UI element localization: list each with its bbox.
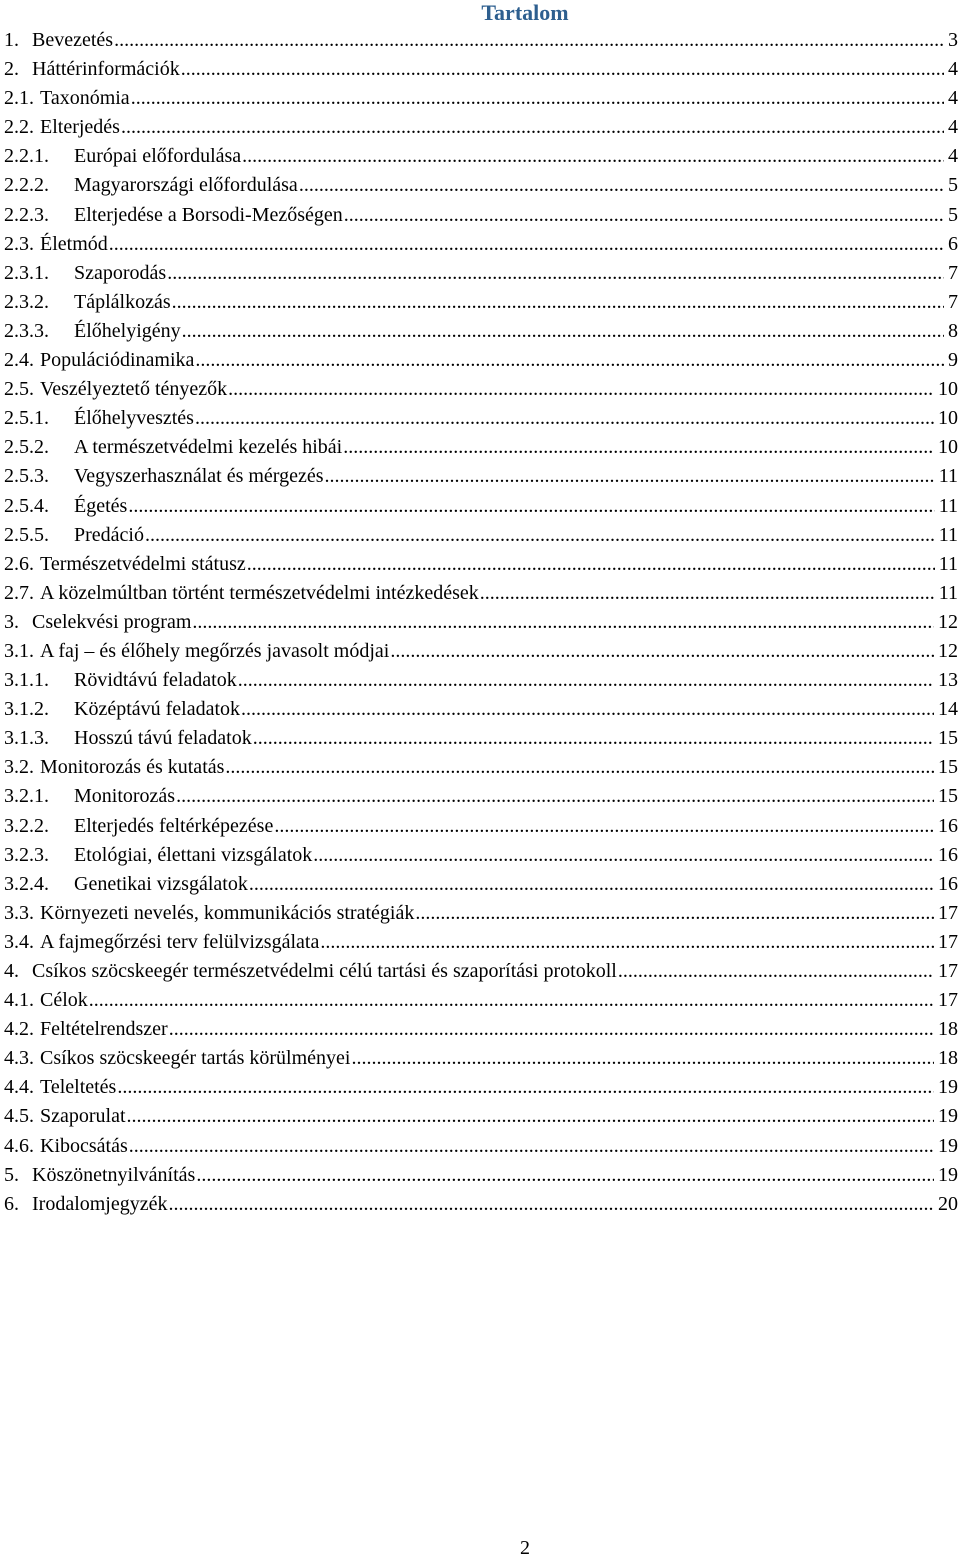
toc-entry-page: 17 [938,989,958,1012]
toc-entry-page: 15 [938,727,958,750]
toc-entry-page: 10 [938,407,958,430]
toc-entry-page: 18 [938,1047,958,1070]
toc-entry-number: 3.2. [4,756,34,779]
toc-dot-leader [225,753,934,782]
toc-dot-leader [128,492,934,521]
toc-dot-leader [121,113,944,142]
toc-entry[interactable] [4,171,958,200]
toc-dot-leader [172,288,944,317]
toc-dot-leader [618,957,934,986]
toc-dot-leader [415,899,934,928]
toc-entry-label: Csíkos szöcskeegér tartás körülményei [40,1047,351,1070]
toc-entry-label: Vegyszerhasználat és mérgezés [74,465,324,488]
toc-entry-number: 3.1. [4,639,34,662]
toc-entry-page: 4 [948,87,958,110]
toc-entry-label: Veszélyeztető tényezők [40,378,228,401]
toc-entry-page: 4 [948,116,958,139]
toc-entry-label: Csíkos szöcskeegér természetvédelmi célú tartási és szaporítási protokoll [32,960,617,982]
toc-entry-page: 17 [938,960,958,982]
toc-entry[interactable] [4,1190,958,1219]
toc-entry-number: 3.2.2. [4,814,49,837]
toc-entry-label: Európai előfordulása [74,145,242,168]
toc-entry-page: 6 [948,232,958,255]
toc-entry[interactable] [4,870,958,899]
toc-entry-page: 11 [938,494,958,517]
toc-entry[interactable] [4,142,958,171]
toc-entry-label: Szaporodás [74,261,167,284]
toc-entry-number: 2.3.3. [4,319,49,342]
toc-entry[interactable] [4,230,958,259]
toc-entry-page: 19 [938,1105,958,1128]
toc-entry-page: 7 [948,261,958,284]
toc-entry-page: 9 [948,349,958,372]
toc-entry[interactable] [4,317,958,346]
toc-dot-leader [228,375,934,404]
toc-entry-number: 6. [4,1192,19,1215]
toc-entry-page: 4 [948,58,958,81]
toc-entry-label: Háttérinformációk [32,58,180,81]
toc-entry-number: 4.4. [4,1076,34,1099]
toc-entry-label: Kibocsátás [40,1134,128,1157]
toc-entry-number: 2.5.3. [4,465,49,488]
toc-entry-number: 2.5.1. [4,407,49,430]
toc-entry[interactable] [4,1132,958,1161]
toc-entry-label: Taxonómia [40,87,130,110]
toc-entry-number: 3.4. [4,930,34,953]
toc-dot-leader [182,317,944,346]
toc-entry-label: Elterjedés feltérképezése [74,814,274,837]
toc-entry-number: 2.5.4. [4,494,49,517]
toc-entry-page: 5 [948,203,958,226]
toc-entry-label: Feltételrendszer [40,1018,168,1041]
toc-dot-leader [344,201,944,230]
toc-entry[interactable] [4,1015,958,1044]
toc-entry-label: Bevezetés [32,29,114,51]
page-number: 2 [520,1537,530,1559]
toc-dot-leader [299,171,944,200]
toc-entry-label: Monitorozás [74,785,176,808]
toc-entry[interactable] [4,404,958,433]
toc-entry-page: 19 [938,1163,958,1186]
toc-entry-number: 2.6. [4,552,34,575]
toc-dot-leader [145,521,935,550]
toc-dot-leader [195,404,934,433]
toc-entry[interactable] [4,1161,958,1190]
toc-entry-number: 4. [4,960,19,982]
toc-dot-leader [249,870,934,899]
toc-entry-label: Populációdinamika [40,349,195,372]
toc-entry-label: A természetvédelmi kezelés hibái [74,436,343,459]
toc-entry[interactable] [4,608,958,637]
toc-entry-page: 15 [938,785,958,808]
toc-dot-leader [253,724,934,753]
toc-dot-leader [242,142,944,171]
toc-entry-number: 2.7. [4,581,34,604]
toc-entry[interactable] [4,288,958,317]
toc-entry-number: 4.3. [4,1047,34,1070]
toc-entry-page: 11 [938,523,958,546]
toc-dot-leader [320,928,934,957]
toc-entry-label: Élőhelyigény [74,319,181,342]
toc-entry-label: A faj – és élőhely megőrzés javasolt módjai [40,639,390,662]
toc-entry[interactable] [4,782,958,811]
toc-dot-leader [247,550,935,579]
toc-entry-page: 17 [938,930,958,953]
toc-dot-leader [169,1190,935,1219]
toc-entry[interactable] [4,666,958,695]
toc-dot-leader [325,462,935,491]
toc-entry-page: 16 [938,843,958,866]
toc-entry-label: Égetés [74,494,128,517]
toc-dot-leader [241,695,934,724]
toc-dot-leader [351,1044,934,1073]
toc-entry[interactable] [4,724,958,753]
toc-entry-number: 1. [4,29,19,51]
toc-entry-page: 20 [938,1192,958,1215]
toc-entry[interactable] [4,1102,958,1131]
toc-entry[interactable] [4,928,958,957]
toc-entry-label: A fajmegőrzési terv felülvizsgálata [40,930,320,953]
toc-entry-number: 2.2. [4,116,34,139]
toc-entry-label: Köszönetnyilvánítás [32,1163,196,1186]
toc-entry[interactable] [4,492,958,521]
toc-entry-label: Cselekvési program [32,610,192,633]
toc-entry-label: Elterjedése a Borsodi-Mezőségen [74,203,343,226]
toc-entry[interactable] [4,84,958,113]
toc-entry-page: 19 [938,1134,958,1157]
toc-entry-label: Genetikai vizsgálatok [74,872,248,895]
toc-entry-label: A közelmúltban történt természetvédelmi intézkedések [40,581,479,604]
toc-entry-label: Magyarországi előfordulása [74,174,298,197]
toc-entry-label: Élőhelyvesztés [74,407,194,430]
toc-dot-leader [127,1102,934,1131]
toc-entry[interactable] [4,812,958,841]
toc-dot-leader [192,608,934,637]
toc-entry-number: 2.5.2. [4,436,49,459]
toc-entry-page: 15 [938,756,958,779]
toc-entry-page: 4 [948,145,958,168]
toc-dot-leader [195,346,944,375]
toc-entry-number: 3.2.3. [4,843,49,866]
toc-entry-label: Természetvédelmi státusz [40,552,246,575]
toc-entry-number: 2.1. [4,87,34,110]
toc-entry[interactable] [4,841,958,870]
toc-dot-leader [313,841,934,870]
toc-entry-number: 3.2.4. [4,872,49,895]
toc-entry-number: 3. [4,610,19,633]
toc-entry[interactable] [4,1073,958,1102]
toc-entry-number: 4.1. [4,989,34,1012]
toc-entry-label: Környezeti nevelés, kommunikációs stratégiák [40,901,415,924]
toc-entry[interactable] [4,55,958,84]
toc-dot-leader [169,1015,934,1044]
toc-entry-number: 4.6. [4,1134,34,1157]
toc-entry-label: Rövidtávú feladatok [74,669,237,692]
toc-dot-leader [181,55,944,84]
toc-entry[interactable] [4,579,958,608]
toc-entry[interactable] [4,550,958,579]
toc-entry-page: 10 [938,436,958,459]
toc-entry-number: 3.3. [4,901,34,924]
toc-dot-leader [109,230,944,259]
toc-entry-label: Monitorozás és kutatás [40,756,225,779]
toc-entry[interactable] [4,521,958,550]
toc-entry-page: 10 [938,378,958,401]
toc-entry-number: 2.4. [4,349,34,372]
toc-entry-number: 2.3.1. [4,261,49,284]
toc-dot-leader [89,986,934,1015]
toc-entry-page: 12 [938,639,958,662]
toc-entry[interactable] [4,259,958,288]
toc-entry-page: 19 [938,1076,958,1099]
toc-dot-leader [274,812,934,841]
toc-entry-number: 3.1.2. [4,698,49,721]
toc-entry-number: 2.5. [4,378,34,401]
toc-entry-number: 2.3. [4,232,34,255]
toc-dot-leader [390,637,934,666]
toc-entry[interactable] [4,201,958,230]
toc-entry-page: 8 [948,319,958,342]
toc-dot-leader [176,782,934,811]
toc-entry-number: 2.5.5. [4,523,49,546]
toc-entry-page: 7 [948,290,958,313]
toc-entry-page: 17 [938,901,958,924]
toc-entry-page: 13 [938,669,958,692]
toc-entry-label: Elterjedés [40,116,120,139]
toc-entry[interactable] [4,957,958,986]
toc-entry-page: 11 [938,581,958,604]
toc-entry-label: Szaporulat [40,1105,126,1128]
toc-entry-page: 11 [938,552,958,575]
toc-entry-label: Etológiai, élettani vizsgálatok [74,843,313,866]
toc-entry-label: Célok [40,989,88,1012]
toc-entry-number: 2.2.3. [4,203,49,226]
toc-entry[interactable] [4,346,958,375]
toc-dot-leader [167,259,944,288]
toc-entry[interactable] [4,986,958,1015]
toc-entry-number: 2.3.2. [4,290,49,313]
toc-dot-leader [114,26,944,55]
toc-entry-label: Irodalomjegyzék [32,1192,168,1215]
toc-entry-label: Hosszú távú feladatok [74,727,252,750]
toc-entry-page: 5 [948,174,958,197]
toc-entry-number: 3.1.3. [4,727,49,750]
toc-entry-number: 5. [4,1163,19,1186]
toc-entry-number: 4.5. [4,1105,34,1128]
toc-entry-number: 3.2.1. [4,785,49,808]
toc-dot-leader [480,579,935,608]
toc-entry-label: Predáció [74,523,144,546]
toc-entry-number: 2. [4,58,19,81]
toc-entry[interactable] [4,695,958,724]
toc-entry-label: Középtávú feladatok [74,698,241,721]
toc-entry-page: 16 [938,814,958,837]
toc-entry-page: 18 [938,1018,958,1041]
toc-entry-label: Teleltetés [40,1076,117,1099]
toc-dot-leader [196,1161,934,1190]
toc-dot-leader [343,433,934,462]
toc-dot-leader [129,1132,934,1161]
toc-list [4,26,958,1219]
toc-entry-page: 3 [948,29,958,51]
toc-entry[interactable] [4,375,958,404]
toc-entry-page: 16 [938,872,958,895]
toc-entry-label: Táplálkozás [74,290,171,313]
toc-entry-number: 3.1.1. [4,669,49,692]
toc-entry[interactable] [4,462,958,491]
toc-dot-leader [117,1073,934,1102]
toc-entry-page: 11 [938,465,958,488]
toc-title: Tartalom [481,0,569,25]
toc-entry-number: 2.2.2. [4,174,49,197]
toc-dot-leader [238,666,934,695]
toc-entry-label: Életmód [40,232,108,255]
toc-entry-page: 12 [938,610,958,633]
toc-entry[interactable] [4,899,958,928]
toc-entry[interactable] [4,753,958,782]
toc-entry[interactable] [4,113,958,142]
toc-entry-page: 14 [938,698,958,721]
toc-entry-number: 4.2. [4,1018,34,1041]
toc-entry-number: 2.2.1. [4,145,49,168]
toc-dot-leader [131,84,944,113]
toc-entry[interactable] [4,433,958,462]
toc-entry[interactable] [4,637,958,666]
toc-entry[interactable] [4,1044,958,1073]
toc-entry[interactable] [4,26,958,55]
